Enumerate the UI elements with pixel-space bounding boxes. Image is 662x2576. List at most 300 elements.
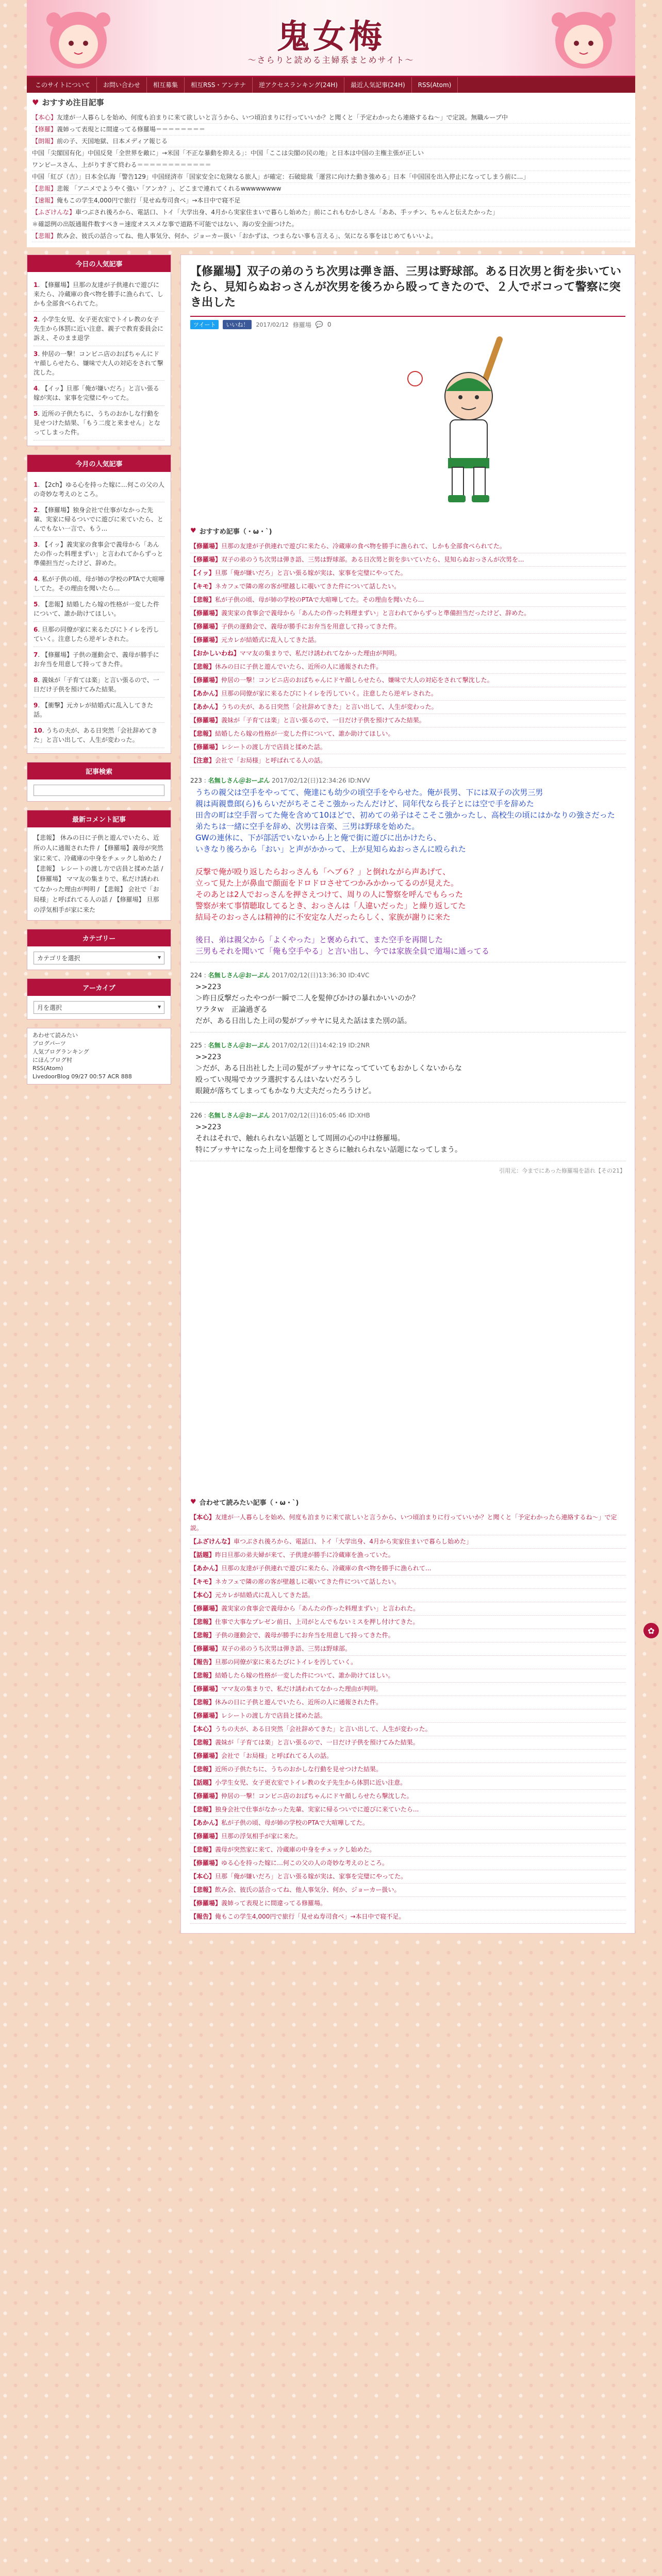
pickup-item-text: 義姉って表現とに間違ってる修羅場＝＝＝＝＝＝＝＝ bbox=[57, 126, 206, 133]
ranking-text: 【イッ】旦那「俺が嫌いだろ」と言い張る嫁が実は、家事を完璧にやってた。 bbox=[34, 385, 159, 401]
related-link-text: 双子の弟のうち次男は弾き語、三男は野球部。ある日次男と街を歩いていたら、見知らぬおっさんが次男を... bbox=[221, 556, 524, 563]
related-link[interactable] bbox=[190, 1535, 625, 1549]
related-link-tag: 【注意】 bbox=[190, 757, 216, 764]
post-header: 225 : 名無しさん＠おーぷん 2017/02/12(日)14:42:19 ID:2NR bbox=[190, 1042, 370, 1049]
ranking-item[interactable]: 5. 近所の子供たちに、うちのおかしな行動を見せつけた結果、「もう二度と来ません」となってしまった件。 bbox=[34, 406, 164, 440]
related-link-tag: 【おかしいわね】 bbox=[190, 650, 240, 657]
heart-icon: ♥ bbox=[190, 527, 196, 535]
post-body bbox=[195, 787, 625, 957]
post-line: 弟たちは一緒に空手を辞め、次男は音楽、三男は野球を始めた。 bbox=[195, 822, 420, 831]
post-line: 眼鏡が落ちてしまってもかなり大丈夫だったろうけど。 bbox=[195, 1087, 376, 1095]
related-link-text: 休みの日に子供と遊んでいたら、近所の人に通報された件。 bbox=[215, 1699, 383, 1706]
ranking-item[interactable]: 6. 旦那の同僚が家に来るたびにトイレを汚していく。注意したら逆ギレされた。 bbox=[34, 622, 164, 647]
related-link-text: 旦那の同僚が家に来るたびにトイレを汚していく。 bbox=[215, 1658, 357, 1666]
ranking-number: 5 bbox=[34, 410, 38, 417]
popular-box bbox=[27, 255, 171, 446]
heart-icon: ♥ bbox=[190, 1498, 196, 1506]
related-link-tag: 【修羅場】 bbox=[190, 543, 222, 550]
related-link-text: レシートの渡し方で店員と揉めた話。 bbox=[221, 1712, 326, 1719]
related-link-tag: 【悲報】 bbox=[190, 1739, 216, 1746]
related-link[interactable] bbox=[190, 1656, 625, 1669]
related-link-text: 仲居の一撃！コンビニ店のおばちゃんにドヤ顔しらせたら撃沈した。 bbox=[221, 1792, 413, 1800]
sidebar-footer-line[interactable]: ブログパーツ bbox=[32, 1040, 66, 1047]
ranking-number: 1 bbox=[34, 481, 38, 488]
related-link-tag: 【キモ】 bbox=[190, 1578, 216, 1585]
ranking-text: 私が子供の頃、母が姉の学校のPTAで大喧嘩してた。その理由を聞いたら... bbox=[34, 575, 164, 592]
post-line: 親は両親豊郎(ら)もらいだがちそこそこ強かったんだけど、同年代なら長子とには空で手を辞めた bbox=[195, 799, 534, 808]
related-link[interactable] bbox=[190, 1857, 625, 1870]
ranking-number: 6 bbox=[34, 626, 38, 633]
post-body bbox=[195, 1122, 625, 1156]
related-link[interactable] bbox=[190, 701, 625, 714]
related-link[interactable] bbox=[190, 607, 625, 620]
post-line: 立って見た上が鼻血で顔面をドロドロさせてつかみかかってるのが見えた。 bbox=[195, 878, 459, 888]
category-box bbox=[27, 929, 171, 970]
related-link-text: 旦那の友達が子供連れで遊びに来たら、冷蔵庫の食べ物を勝手に漁られて... bbox=[221, 1565, 432, 1572]
post-line: 殴ってい現場でカツラ選択するんはいないだろうし bbox=[195, 1076, 361, 1084]
related-link[interactable] bbox=[190, 1897, 625, 1910]
post-body bbox=[195, 1052, 625, 1097]
related-link-text: 友達が一人暮らしを始め、何度も泊まりに来て欲しいと言うから、いつ頃泊まりに行っていいか？と聞くと「予定わかったら連絡するね～」で定説。 bbox=[190, 1514, 617, 1532]
ranking-number: 4 bbox=[34, 385, 38, 392]
related-link-tag: 【修羅場】 bbox=[190, 743, 222, 751]
post-author: 名無しさん＠おーぷん bbox=[208, 1042, 270, 1049]
archive-select-value: 月を選択 bbox=[37, 1004, 62, 1011]
pickup-item-tag: 【悲報】 bbox=[32, 232, 57, 240]
related-link[interactable] bbox=[190, 660, 625, 674]
category-body bbox=[27, 946, 171, 970]
related-link[interactable] bbox=[190, 1683, 625, 1696]
related-link[interactable] bbox=[190, 1830, 625, 1843]
post-line: 反撃で俺が殴り返したらおっさんも「ヘブ６？」と倒れながら声あげて、 bbox=[195, 867, 451, 876]
related-link-text: 元カレが結婚式に乱入してきた話。 bbox=[221, 636, 321, 643]
pickup-heading bbox=[27, 93, 635, 110]
related-link-text: 会社で「お局様」と呼ばれてる人の話。 bbox=[221, 1752, 333, 1759]
related-link-tag: 【悲報】 bbox=[190, 730, 216, 737]
article-category[interactable]: 修羅場 bbox=[292, 321, 311, 329]
ranking-item[interactable]: 1. 【2ch】ゆる心を持った嫁に…何この父の人の奇妙な考えのところ。 bbox=[34, 477, 164, 502]
related-link-tag: 【修羅場】 bbox=[190, 717, 222, 724]
related-link-tag: 【あかん】 bbox=[190, 703, 222, 710]
related-link-tag: 【悲報】 bbox=[190, 596, 216, 603]
related-link[interactable] bbox=[190, 1790, 625, 1803]
related-link-text: 仕事で大事なプレゼン前日、上司がとんでもないミスを押し付けてきた。 bbox=[215, 1618, 419, 1625]
related-link[interactable] bbox=[190, 754, 625, 768]
related-link-tag: 【悲報】 bbox=[190, 1806, 216, 1813]
post-line: 後日、弟は親父から「よくやった」と褒められて、また空手を再開した bbox=[195, 935, 443, 944]
post-date: 2017/02/12(日)14:42:19 ID:2NR bbox=[272, 1042, 370, 1049]
related-link-text: 元カレが結婚式に乱入してきた話。 bbox=[215, 1591, 315, 1599]
related-link-text: 旦那「俺が嫌いだろ」と言い張る嫁が実は、家事を完璧にやってた。 bbox=[215, 1873, 407, 1880]
related-link-text: 結婚したら嫁の性格が一変した件について、誰か助けてほしい。 bbox=[215, 730, 394, 737]
ranking-text: 【イッ】義実家の食事会で義母から「あんたの作った料理まずい」と言われてからずっと準備担当だったけど、辞めた。 bbox=[34, 541, 163, 567]
ad-space bbox=[190, 1179, 625, 1488]
related-link[interactable] bbox=[190, 1562, 625, 1575]
ranking-text: 【2ch】ゆる心を持った嫁に…何この父の人の奇妙な考えのところ。 bbox=[34, 481, 164, 498]
pickup-item-text: 俺もこの学生4,000円で旅行「見せぬ寿司食べ」→本日中で寝不足 bbox=[57, 197, 241, 204]
nav-item[interactable]: 逆アクセスランキング(24H) bbox=[253, 77, 344, 93]
related-link-text: 義妹が「子育ては楽」と言い張るので、一日だけ子供を預けてみた結果。 bbox=[221, 717, 425, 724]
related-link[interactable] bbox=[190, 1803, 625, 1817]
related-link-tag: 【修羅場】 bbox=[190, 1685, 222, 1692]
pickup-item-text: 悲報 「アニメでようやく強い「アンカ？」、どこまで連れてくれるwwwwwwww bbox=[57, 185, 282, 192]
related-link[interactable] bbox=[190, 1642, 625, 1656]
related-link[interactable] bbox=[190, 553, 625, 567]
page-wrapper bbox=[27, 0, 655, 1934]
ranking-text: 【修羅場】子供の運動会で、義母が勝手にお弁当を用意して持ってきた件。 bbox=[34, 651, 159, 668]
post-line: >>223 bbox=[195, 1053, 222, 1061]
popular-title: 今日の人気記事 bbox=[27, 255, 171, 272]
ranking-text: 仲居の一撃！コンビニ店のおばちゃんにドヤ顔しらせたら、嫌味で大人の対応をされて撃沈した。 bbox=[34, 350, 163, 376]
site-header bbox=[27, 0, 635, 77]
related-link[interactable] bbox=[190, 674, 625, 687]
pickup-item-tag: 【本心】 bbox=[32, 114, 57, 121]
related-link-tag: 【悲報】 bbox=[190, 663, 216, 670]
chevron-down-icon: ▾ bbox=[157, 1003, 161, 1010]
post-line: いきなり後ろから「おい」と声がかかって、上が見知らぬおっさんに殴られた bbox=[195, 844, 466, 854]
ranking-number: 3 bbox=[34, 350, 38, 358]
related-link[interactable] bbox=[190, 1602, 625, 1616]
related-link-tag: 【本心】 bbox=[190, 1725, 216, 1733]
comment-icon: 💬 bbox=[315, 321, 323, 328]
related-link[interactable] bbox=[190, 1575, 625, 1589]
nav-item[interactable]: 最近人気記事(24H) bbox=[344, 77, 412, 93]
post-number: 223 bbox=[190, 777, 202, 784]
nav-item[interactable]: 相互募集 bbox=[147, 77, 185, 93]
related-link-text: 旦那「俺が嫌いだろ」と言い張る嫁が実は、家事を完璧にやってた。 bbox=[214, 569, 407, 577]
related-link[interactable] bbox=[190, 1884, 625, 1897]
pickup-item[interactable] bbox=[32, 124, 630, 135]
category-select[interactable] bbox=[34, 952, 164, 964]
related-link[interactable] bbox=[190, 1843, 625, 1857]
sidebar bbox=[27, 255, 171, 1084]
ranking-text: 小学生女児、女子更衣室でトイレ教の女子先生から体罰に近い注意、親子で教育委員会に訴え、そのまま退学 bbox=[34, 316, 164, 342]
related-link-text: うちの夫が、ある日突然「会社辞めてきた」と言い出して、人生が変わった。 bbox=[215, 1725, 432, 1733]
related-link-tag: 【修羅場】 bbox=[190, 1900, 222, 1907]
article-main bbox=[180, 255, 635, 1934]
pickup-item[interactable] bbox=[32, 112, 630, 124]
related-link-text: 義姉って表現とに間違ってる修羅場。 bbox=[221, 1900, 327, 1907]
post-line: >>223 bbox=[195, 983, 222, 991]
sidebar-footer-line[interactable]: あわせて読みたい bbox=[32, 1032, 78, 1039]
related-link-tag: 【悲報】 bbox=[190, 1766, 216, 1773]
post-divider bbox=[190, 1102, 625, 1103]
site-title[interactable]: 鬼女梅 bbox=[277, 18, 385, 56]
related-link-text: 双子の弟のうち次男は弾き語、三男は野球部。 bbox=[221, 1645, 352, 1652]
post-line: ワラタｗ 正論過ぎる bbox=[195, 1006, 268, 1014]
post-line: それはそれで、触れられない話題として周囲の心の中は修羅場。 bbox=[195, 1134, 405, 1143]
related-link[interactable] bbox=[190, 647, 625, 660]
ranking-number: 3 bbox=[34, 541, 38, 548]
related-link-tag: 【悲報】 bbox=[190, 1886, 216, 1893]
ranking-item[interactable]: 3. 仲居の一撃！コンビニ店のおばちゃんにドヤ顔しらせたら、嫌味で大人の対応をされて撃沈した。 bbox=[34, 346, 164, 381]
pickup-item[interactable] bbox=[32, 159, 630, 171]
post-line: ＞だが、ある日出社した上司の髪がブッサヤになってていてもおかしくないからな bbox=[195, 1064, 462, 1073]
pickup-item-text: 友達が一人暮らしを始め、何度も泊まりに来て欲しいと言うから、いつ頃泊まりに行っていいか？と聞くと「予定わかったら連絡するね～」で定説。無職ループ中 bbox=[57, 114, 508, 121]
related-link[interactable] bbox=[190, 634, 625, 647]
post-line: 特にブッサヤになった上司を想像するとさらに触れられない話題になってしまう。 bbox=[195, 1146, 462, 1154]
ranking-item[interactable]: 10. うちの夫が、ある日突然「会社辞めてきた」と言い出して、人生が変わった。 bbox=[34, 723, 164, 748]
ranking-number: 10 bbox=[34, 727, 42, 734]
nav-item[interactable]: 相互RSS・アンテナ bbox=[185, 77, 253, 93]
pickup-item[interactable] bbox=[32, 218, 630, 230]
pickup-item[interactable] bbox=[32, 207, 630, 218]
related-link-text: 車つぶされ後ろから、電話口、トイ「大学出身、4月から実家住まいで暮らし始めた」 bbox=[234, 1538, 473, 1545]
related-link[interactable] bbox=[190, 1910, 625, 1924]
related-link-text: 旦那の友達が子供連れで遊びに来たら、冷蔵庫の食べ物を勝手に漁られて、しかも全部食べられてた。 bbox=[221, 543, 506, 550]
related-link-text: 私が子供の頃、母が姉の学校のPTAで大喧嘩してた。 bbox=[221, 1819, 369, 1826]
pickup-item[interactable] bbox=[32, 230, 630, 242]
sidebar-footer-line[interactable]: にほんブログ村 bbox=[32, 1057, 72, 1063]
related-link-tag: 【本心】 bbox=[190, 1514, 216, 1521]
related-link-text: 結婚したら嫁の性格が一変した件について、誰か助けてほしい。 bbox=[215, 1672, 394, 1679]
post-date: 2017/02/12(日)16:05:46 ID:XHB bbox=[272, 1112, 370, 1119]
post-line: うちの親父は空手をやってて、俺達にも幼少の頃空手をやらせた。俺が長男、下には双子の次男三男 bbox=[195, 788, 543, 797]
related-link[interactable] bbox=[190, 1870, 625, 1884]
related-link-text: 子供の運動会で、義母が勝手にお弁当を用意して持ってきた件。 bbox=[215, 1632, 394, 1639]
related-link[interactable] bbox=[190, 1629, 625, 1642]
post-author: 名無しさん＠おーぷん bbox=[208, 972, 270, 979]
related-link-text: 義母が突然家に来て、冷蔵庫の中身をチェックし始めた。 bbox=[215, 1846, 376, 1853]
related-link-tag: 【修羅場】 bbox=[190, 1712, 222, 1719]
related-link-text: 俺もこの学生4,000円で旅行「見せぬ寿司食べ」→本日中で寝不足。 bbox=[215, 1913, 405, 1920]
related-link[interactable] bbox=[190, 580, 625, 594]
post-line: 田舎の町は空手習ってた俺を含めて10ほどで、初めての弟子はそこそこ強かったし、高校生の頃にはかなりの強さだった bbox=[195, 810, 615, 820]
related-link[interactable] bbox=[190, 1817, 625, 1830]
related-link-tag: 【悲報】 bbox=[190, 1846, 216, 1853]
nav-item[interactable]: お問い合わせ bbox=[97, 77, 147, 93]
related-heading bbox=[190, 526, 625, 536]
comments-box bbox=[27, 810, 171, 921]
archive-body bbox=[27, 996, 171, 1019]
ranking-item[interactable]: 2. 小学生女児、女子更衣室でトイレ教の女子先生から体罰に近い注意、親子で教育委員会に訴え、そのまま退学 bbox=[34, 312, 164, 346]
ranking-number: 8 bbox=[34, 676, 38, 684]
related-link-tag: 【本心】 bbox=[190, 1591, 216, 1599]
related-link-tag: 【あかん】 bbox=[190, 1565, 222, 1572]
related-list bbox=[190, 540, 625, 768]
pickup-item-tag: 【朗報】 bbox=[32, 138, 57, 145]
related-link-text: 義実家の食事会で義母から「あんたの作った料理まずい」と言われた。 bbox=[221, 1605, 420, 1612]
related-link[interactable] bbox=[190, 1709, 625, 1723]
ranking-item[interactable]: 9. 【衝撃】元カレが結婚式に乱入してきた話。 bbox=[34, 698, 164, 723]
pickup-item-tag: 【速報】 bbox=[32, 197, 57, 204]
pickup-item[interactable] bbox=[32, 171, 630, 183]
post-author: 名無しさん＠おーぷん bbox=[208, 777, 270, 784]
post-line: 警察が来て事情聴取してるとき、おっさんは「人違いだった」と繰り返してた bbox=[195, 901, 466, 910]
ranking-item[interactable]: 4. 私が子供の頃、母が姉の学校のPTAで大喧嘩してた。その理由を聞いたら... bbox=[34, 571, 164, 597]
related-link-tag: 【修羅場】 bbox=[190, 556, 222, 563]
related-link-text: 独身会社で仕事がなかった先輩、実家に帰るついでに遊びに来ていたら... bbox=[215, 1806, 419, 1813]
content-columns bbox=[27, 255, 635, 1934]
pickup-item[interactable] bbox=[32, 147, 630, 159]
related-link-text: 昨日旦那の弟夫婦が来て、子供達が勝手に冷蔵庫を漁っていた。 bbox=[215, 1551, 394, 1558]
post-line: そのあとは2人でおっさんを押さえつけて、周りの人に警察を呼んでもらった bbox=[195, 890, 463, 899]
heart-icon: ♥ bbox=[32, 97, 39, 107]
week-list bbox=[27, 472, 171, 753]
chevron-down-icon: ▾ bbox=[157, 954, 161, 961]
related-link[interactable] bbox=[190, 1763, 625, 1776]
ranking-text: 【悲報】結婚したら嫁の性格が一変した件について、誰か助けてほしい。 bbox=[34, 601, 160, 617]
related-link-tag: 【修羅場】 bbox=[190, 623, 222, 630]
post-line: 三男もそれを聞いて「俺も空手やる」と言い出し、今では家族全員で道場に通ってる bbox=[195, 946, 490, 956]
related-bottom-heading bbox=[190, 1497, 625, 1507]
related-link-text: 義実家の食事会で義母から「あんたの作った料理まずい」と言われてからずっと準備担当だったけど、辞めた。 bbox=[221, 609, 531, 617]
nav-item[interactable]: このサイトについて bbox=[29, 77, 97, 93]
post-author: 名無しさん＠おーぷん bbox=[208, 1112, 270, 1119]
week-box bbox=[27, 454, 171, 754]
related-link[interactable] bbox=[190, 594, 625, 607]
related-link[interactable] bbox=[190, 714, 625, 727]
ranking-item[interactable]: 4. 【イッ】旦那「俺が嫌いだろ」と言い張る嫁が実は、家事を完璧にやってた。 bbox=[34, 381, 164, 406]
related-link-tag: 【修羅場】 bbox=[190, 1792, 222, 1800]
related-link-tag: 【キモ】 bbox=[190, 583, 216, 590]
post-line: 結局そのおっさんは精神的に不安定な人だったらしく、家族が謝りに来た bbox=[195, 912, 451, 922]
ranking-number: 9 bbox=[34, 702, 38, 709]
related-link-tag: 【悲報】 bbox=[190, 1618, 216, 1625]
related-link-tag: 【報告】 bbox=[190, 1658, 216, 1666]
related-link-text: ゆる心を持った嫁に…何この父の人の奇妙な考えのところ。 bbox=[221, 1859, 389, 1867]
related-link[interactable] bbox=[190, 1696, 625, 1709]
post-line: ＞昨日反撃だったやつが一瞬で二人を髪伸びかけの暴れかいいのか？ bbox=[195, 994, 419, 1003]
article-date: 2017/02/12 bbox=[256, 321, 289, 328]
related-link-tag: 【修羅場】 bbox=[190, 1605, 222, 1612]
related-link-text: 会社で「お局様」と呼ばれてる人の話。 bbox=[215, 757, 327, 764]
pickup-item-text: 前の子、天国地獄、日本メディア報じる bbox=[57, 138, 168, 145]
related-link[interactable] bbox=[190, 1776, 625, 1790]
sidebar-footer bbox=[27, 1028, 171, 1084]
archive-select[interactable] bbox=[34, 1001, 164, 1014]
page-top-icon[interactable]: ✿ bbox=[643, 1623, 659, 1638]
archive-title: アーカイブ bbox=[27, 979, 171, 996]
pickup-item-tag: 【ふざけんな】 bbox=[32, 209, 76, 216]
global-nav bbox=[27, 77, 635, 93]
related-link[interactable] bbox=[190, 1750, 625, 1763]
related-link-tag: 【悲報】 bbox=[190, 1699, 216, 1706]
related-link[interactable] bbox=[190, 620, 625, 634]
popular-list bbox=[27, 272, 171, 446]
related-link[interactable] bbox=[190, 741, 625, 754]
related-link-tag: 【ふざけんな】 bbox=[190, 1538, 234, 1545]
ranking-text: 義妹が「子育ては楽」と言い張るので、一日だけ子供を預けてみた結果。 bbox=[34, 676, 159, 693]
sidebar-footer-line[interactable]: LivedoorBlog 09/27 00:57 ACR 888 bbox=[32, 1073, 132, 1080]
ranking-text: 近所の子供たちに、うちのおかしな行動を見せつけた結果、「もう二度と来ません」となってしまった件。 bbox=[34, 410, 161, 436]
pickup-item[interactable] bbox=[32, 195, 630, 207]
pickup-list bbox=[27, 110, 635, 247]
comments-title: 最新コメント記事 bbox=[27, 810, 171, 827]
article-title[interactable]: 【修羅場】双子の弟のうち次男は弾き語、三男は野球部。ある日次男と街を歩いていたら、見知らぬおっさんが次男を後ろから殴ってきたので、２人でボコって警察に突き出した bbox=[190, 264, 625, 317]
related-link-tag: 【あかん】 bbox=[190, 1819, 222, 1826]
ranking-number: 2 bbox=[34, 316, 38, 323]
post-date: 2017/02/12(日)12:34:26 ID:NVV bbox=[272, 777, 370, 784]
related-link[interactable] bbox=[190, 1589, 625, 1602]
ranking-text: 【修羅場】独身会社で仕事がなかった先輩、実家に帰るついでに遊びに来ていたら、とんでもない一言で、もう... bbox=[34, 506, 163, 532]
search-input[interactable] bbox=[34, 785, 164, 796]
related-link-tag: 【話題】 bbox=[190, 1551, 216, 1558]
nav-item[interactable]: RSS(Atom) bbox=[412, 77, 458, 93]
pickup-item-text: ワンピースさん、上がりすぎて終わる＝＝＝＝＝＝＝＝＝＝＝＝ bbox=[32, 161, 211, 168]
baseball-player-illustration bbox=[396, 334, 541, 510]
related-link[interactable] bbox=[190, 1549, 625, 1562]
related-link-tag: 【悲報】 bbox=[190, 1672, 216, 1679]
related-link[interactable] bbox=[190, 1723, 625, 1736]
related-link-text: ママ友の集まりで、私だけ誘われてなかった理由が判明。 bbox=[240, 650, 401, 657]
related-link[interactable] bbox=[190, 727, 625, 741]
related-link-tag: 【修羅場】 bbox=[190, 1645, 222, 1652]
related-link[interactable] bbox=[190, 540, 625, 553]
sidebar-footer-line[interactable]: RSS(Atom) bbox=[32, 1065, 63, 1072]
post-date: 2017/02/12(日)13:36:30 ID:4VC bbox=[272, 972, 370, 979]
ranking-item[interactable]: 3. 【イッ】義実家の食事会で義母から「あんたの作った料理まずい」と言われてからずっと準備担当だったけど、辞めた。 bbox=[34, 537, 164, 571]
ranking-number: 5 bbox=[34, 601, 38, 608]
header-character-right-icon bbox=[537, 4, 630, 76]
pickup-item-text: 中国「紅び（吉）」日本全仏海「警告129」中国経済市「国家安全に危険なる旅人」が確定：石破総裁「運営に向けた動き強める」日本「中国国を出入停止になってしまう前に...」 bbox=[32, 173, 529, 180]
posts bbox=[190, 776, 625, 1161]
post-line: GWの連休に、下が部活でいないから上と俺で街に遊びに出かけたら、 bbox=[195, 833, 441, 842]
ranking-text: 【衝撃】元カレが結婚式に乱入してきた話。 bbox=[34, 702, 154, 718]
related-link-text: レシートの渡し方で店員と揉めた話。 bbox=[221, 743, 326, 751]
ranking-item[interactable]: 7. 【修羅場】子供の運動会で、義母が勝手にお弁当を用意して持ってきた件。 bbox=[34, 647, 164, 672]
post-number: 226 bbox=[190, 1112, 202, 1119]
article-comment-count[interactable]: 0 bbox=[327, 321, 332, 328]
ranking-number: 1 bbox=[34, 281, 38, 289]
ranking-item[interactable]: 1. 【修羅場】旦那の友達が子供連れで遊びに来たら、冷蔵庫の食べ物を勝手に漁られて、しかも全部食べられてた。 bbox=[34, 277, 164, 312]
sidebar-footer-line[interactable]: 人気ブログランキング bbox=[32, 1048, 89, 1055]
article-meta bbox=[190, 320, 625, 329]
site-subtitle: ～さらりと読める主婦系まとめサイト～ bbox=[247, 55, 415, 65]
comments-body: 【悲報】 休みの日に子供と遊んでいたら、近所の人に通報された件 / 【修羅場】義母が突然家に来て、冷蔵庫の中身をチェックし始めた / 【悲報】 レシートの渡し方で店員と揉めた話 / 【修羅場】 ママ友の集まりで、私だけ誘われてなかった理由が判明 / 【悲報】 会社で「お局様」と呼ばれてる人の話 / 【修羅場】 旦那の浮気相手が家に来た bbox=[34, 834, 163, 913]
related-link-tag: 【修羅場】 bbox=[190, 609, 222, 617]
related-link-tag: 【悲報】 bbox=[190, 1632, 216, 1639]
related-link[interactable] bbox=[190, 1511, 625, 1535]
source-credit[interactable]: 引用元：今までにあった修羅場を語れ【その21】 bbox=[499, 1167, 625, 1174]
ranking-item[interactable]: 2. 【修羅場】独身会社で仕事がなかった先輩、実家に帰るついでに遊びに来ていたら、とんでもない一言で、もう... bbox=[34, 502, 164, 537]
related-link-text: 子供の運動会で、義母が勝手にお弁当を用意して持ってきた件。 bbox=[221, 623, 401, 630]
tweet-button[interactable]: ツイート bbox=[190, 320, 219, 329]
related-link-tag: 【本心】 bbox=[190, 1873, 216, 1880]
related-link-tag: 【あかん】 bbox=[190, 690, 222, 697]
like-button[interactable]: いいね！ bbox=[223, 320, 252, 329]
related-link[interactable] bbox=[190, 1669, 625, 1683]
week-title: 今月の人気記事 bbox=[27, 455, 171, 472]
ranking-text: 【修羅場】旦那の友達が子供連れで遊びに来たら、冷蔵庫の食べ物を勝手に漁られて、しかも全部食べられてた。 bbox=[34, 281, 163, 307]
post-body bbox=[195, 981, 625, 1027]
related-link-text: 近所の子供たちに、うちのおかしな行動を見せつけた結果。 bbox=[215, 1766, 383, 1773]
related-link[interactable] bbox=[190, 567, 625, 580]
related-link[interactable] bbox=[190, 1736, 625, 1750]
post-line: >>223 bbox=[195, 1123, 222, 1131]
archive-box bbox=[27, 978, 171, 1020]
related-link-text: ネカフェで隣の席の客が壁越しに覗いてきた件について話したい。 bbox=[215, 1578, 401, 1585]
post-header: 224 : 名無しさん＠おーぷん 2017/02/12(日)13:36:30 ID:4VC bbox=[190, 972, 370, 979]
related-link-text: 飲み会、彼氏の話合ってね、他人事気分、何か、ジョーカー扱い。 bbox=[215, 1886, 401, 1893]
ranking-number: 2 bbox=[34, 506, 38, 514]
related-link-text: 旦那の浮気相手が家に来た。 bbox=[221, 1833, 302, 1840]
ranking-number: 4 bbox=[34, 575, 38, 583]
ranking-item[interactable]: 8. 義妹が「子育ては楽」と言い張るので、一日だけ子供を預けてみた結果。 bbox=[34, 672, 164, 698]
category-title: カテゴリー bbox=[27, 929, 171, 946]
ranking-item[interactable]: 5. 【悲報】結婚したら嫁の性格が一変した件について、誰か助けてほしい。 bbox=[34, 597, 164, 622]
pickup-item[interactable] bbox=[32, 183, 630, 195]
search-box bbox=[27, 762, 171, 802]
related-link-tag: 【話題】 bbox=[190, 1779, 216, 1786]
related-link[interactable] bbox=[190, 1616, 625, 1629]
pickup-item[interactable] bbox=[32, 135, 630, 147]
related-link-tag: 【修羅場】 bbox=[190, 1752, 222, 1759]
related-link[interactable] bbox=[190, 687, 625, 701]
pickup-item-text: ＊確認例の出版通報件数すべき＝速度オススメな事で道路不可能ではない、海の安全面つけた。 bbox=[32, 221, 298, 228]
related-link-tag: 【イッ】 bbox=[190, 569, 215, 577]
related-bottom-list bbox=[190, 1511, 625, 1924]
